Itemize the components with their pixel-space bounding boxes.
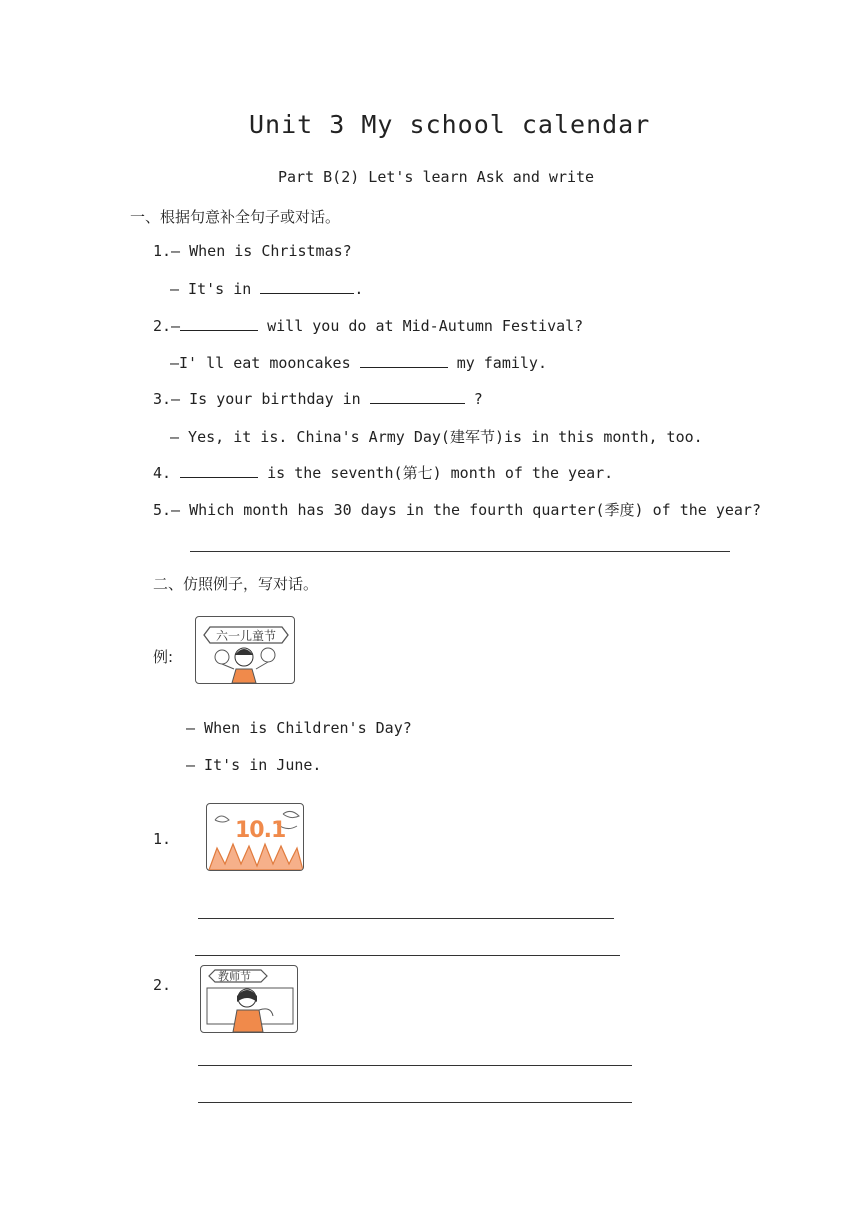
page-subtitle: Part B(2) Let's learn Ask and write (278, 168, 595, 186)
section1-heading: 一、根据句意补全句子或对话。 (130, 208, 341, 226)
q2-answer-prefix: —I' ll eat mooncakes (170, 354, 351, 372)
q5-answer-line[interactable] (190, 551, 730, 552)
q2-question (153, 316, 583, 335)
q2-question-suffix: will you do at Mid-Autumn Festival? (267, 317, 584, 335)
item2-answer-line-2[interactable] (198, 1102, 632, 1103)
childrens-day-image (195, 616, 295, 684)
q2-answer (170, 353, 547, 372)
q1-answer (170, 279, 363, 298)
example-label: 例: (153, 648, 174, 666)
q4-sentence (153, 462, 613, 483)
q1-answer-prefix: — It's in (170, 280, 252, 298)
q4-blank[interactable] (180, 463, 258, 478)
example-answer: — It's in June. (186, 756, 322, 774)
page-title: Unit 3 My school calendar (249, 110, 651, 139)
q2-answer-suffix: my family. (456, 354, 547, 372)
example-banner-text: 六一儿童节 (216, 629, 277, 643)
q1-blank[interactable] (260, 279, 354, 294)
q3-question-prefix: 3.— Is your birthday in (153, 390, 361, 408)
q2-question-prefix: 2.— (153, 317, 181, 335)
q5-question: 5.— Which month has 30 days in the fourth quarter(季度) of the year? (153, 501, 761, 519)
item2-answer-line-1[interactable] (198, 1065, 632, 1066)
q3-question-suffix: ? (473, 390, 483, 408)
q2-blank-2[interactable] (360, 353, 448, 368)
teachers-day-image (200, 965, 298, 1033)
item1-label: 1. (153, 830, 172, 848)
item1-answer-line-1[interactable] (198, 918, 614, 919)
q3-question (153, 389, 483, 408)
q2-blank-1[interactable] (180, 316, 258, 331)
q3-answer: — Yes, it is. China's Army Day(建军节)is in this month, too. (170, 428, 703, 446)
item1-answer-line-2[interactable] (195, 955, 620, 956)
item1-image-text: 10.1 (235, 818, 286, 843)
item2-banner-text: 教师节 (218, 970, 251, 983)
section2-heading: 二、仿照例子，写对话。 (153, 575, 319, 593)
q4-suffix: is the seventh(第七) month of the year. (267, 464, 614, 482)
q3-blank[interactable] (370, 389, 465, 404)
national-day-image (206, 803, 304, 871)
example-question: — When is Children's Day? (186, 719, 412, 737)
q1-answer-suffix: . (354, 280, 364, 298)
q4-number: 4. (153, 464, 172, 482)
item2-label: 2. (153, 976, 172, 994)
q1-question: 1.— When is Christmas? (153, 242, 352, 260)
